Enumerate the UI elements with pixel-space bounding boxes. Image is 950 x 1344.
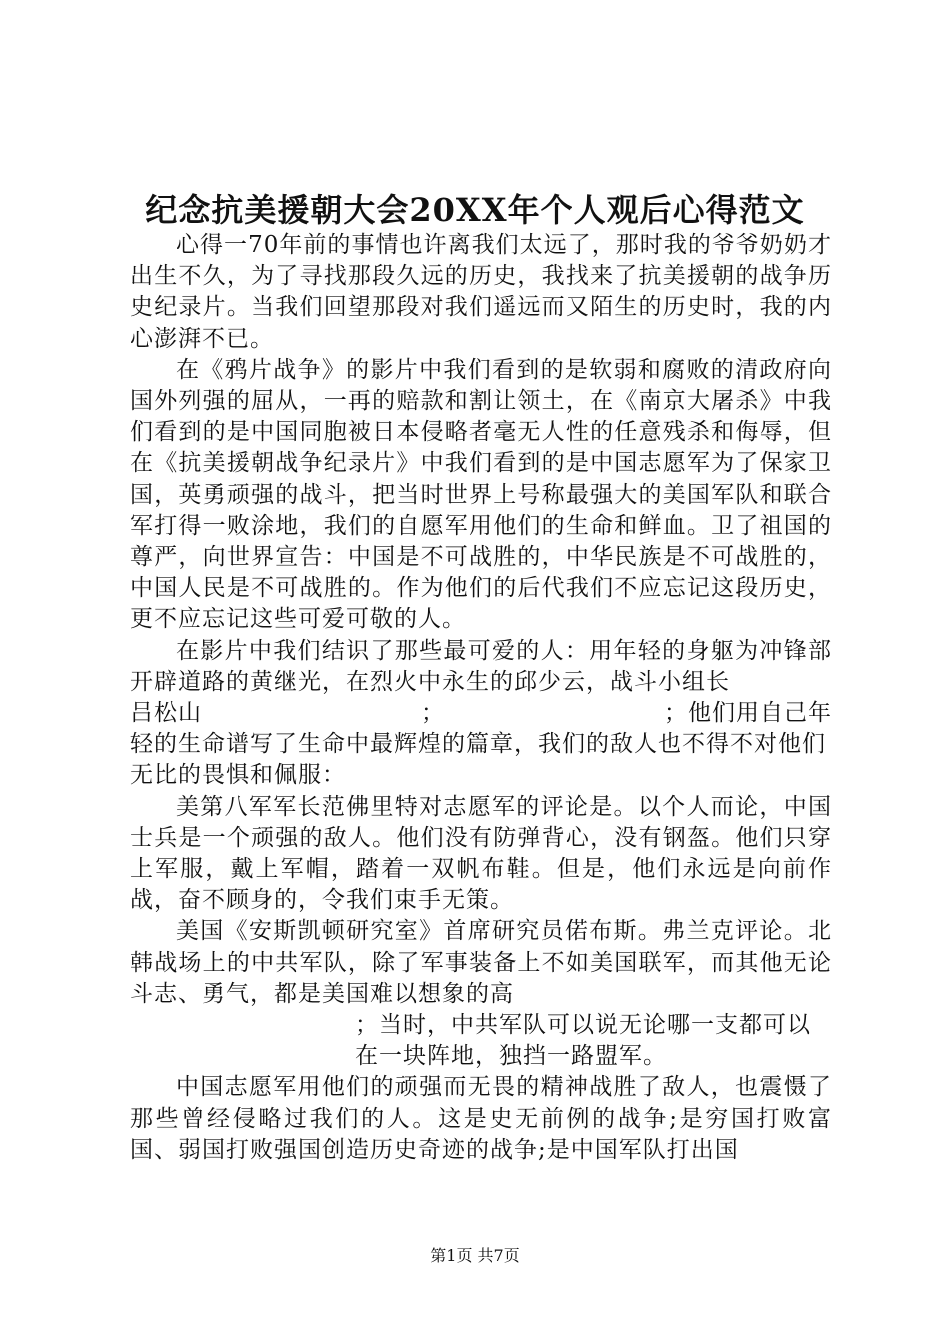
page-number: 第1页 共7页 <box>430 1246 520 1265</box>
gap-segment-1: 吕松山 <box>130 700 202 727</box>
paragraph-5-head: 美国《安斯凯顿研究室》首席研究员偌布斯。弗兰克评论。北韩战场上的中共军队，除了军事装备上不如美国联军，而其他无论斗志、勇气，都是美国难以想象的高 <box>130 918 832 1007</box>
gap-segment-3: ；他们用自己年 <box>664 700 832 727</box>
paragraph-4: 美第八军军长范佛里特对志愿军的评论是。以个人而论，中国士兵是一个顽强的敌人。他们没有防弹背心，没有钢盔。他们只穿上军服，戴上军帽，踏着一双帆布鞋。但是，他们永远是向前作战，奋不顾身的，令我们束手无策。 <box>130 793 832 914</box>
paragraph-1: 心得一70年前的事情也许离我们太远了，那时我的爷爷奶奶才出生不久，为了寻找那段久远的历史，我找来了抗美援朝的战争历史纪录片。当我们回望那段对我们遥远而又陌生的历史时，我的内心澎湃不已。 <box>130 232 832 352</box>
paragraph-2: 在《鸦片战争》的影片中我们看到的是软弱和腐败的清政府向国外列强的屈从，一再的赔款和割让领土，在《南京大屠杀》中我们看到的是中国同胞被日本侵略者毫无人性的任意残杀和侮辱，但在《抗美援朝战争纪录片》中我们看到的是中国志愿军为了保家卫国，英勇顽强的战斗，把当时世界上号称最强大的美国军队和联合军打得一败涂地，我们的自愿军用他们的生命和鲜血。卫了祖国的尊严，向世界宣告：中国是不可战胜的，中华民族是不可战胜的，中国人民是不可战胜的。作为他们的后代我们不应忘记这段历史，更不应忘记这些可爱可敬的人。 <box>130 356 832 633</box>
paragraph-5-tail: ；当时，中共军队可以说无论哪一支都可以在一块阵地，独挡一路盟军。 <box>355 1012 811 1070</box>
paragraph-3-gap-line <box>130 698 832 729</box>
gap-segment-2: ； <box>421 700 445 727</box>
paragraph-6: 中国志愿军用他们的顽强而无畏的精神战胜了敌人，也震慑了那些曾经侵略过我们的人。这是史无前例的战争;是穷国打败富国、弱国打败强国创造历史奇迹的战争;是中国军队打出国 <box>130 1074 832 1163</box>
paragraph-3-tail: 轻的生命谱写了生命中最辉煌的篇章，我们的敌人也不得不对他们无比的畏惧和佩服： <box>130 731 826 789</box>
document-body <box>130 230 832 1166</box>
document-title: 纪念抗美援朝大会20XX年个人观后心得范文 <box>145 191 805 229</box>
paragraph-3-head: 在影片中我们结识了那些最可爱的人：用年轻的身躯为冲锋部开辟道路的黄继光，在烈火中永生的邱少云，战斗小组长 <box>130 637 832 695</box>
